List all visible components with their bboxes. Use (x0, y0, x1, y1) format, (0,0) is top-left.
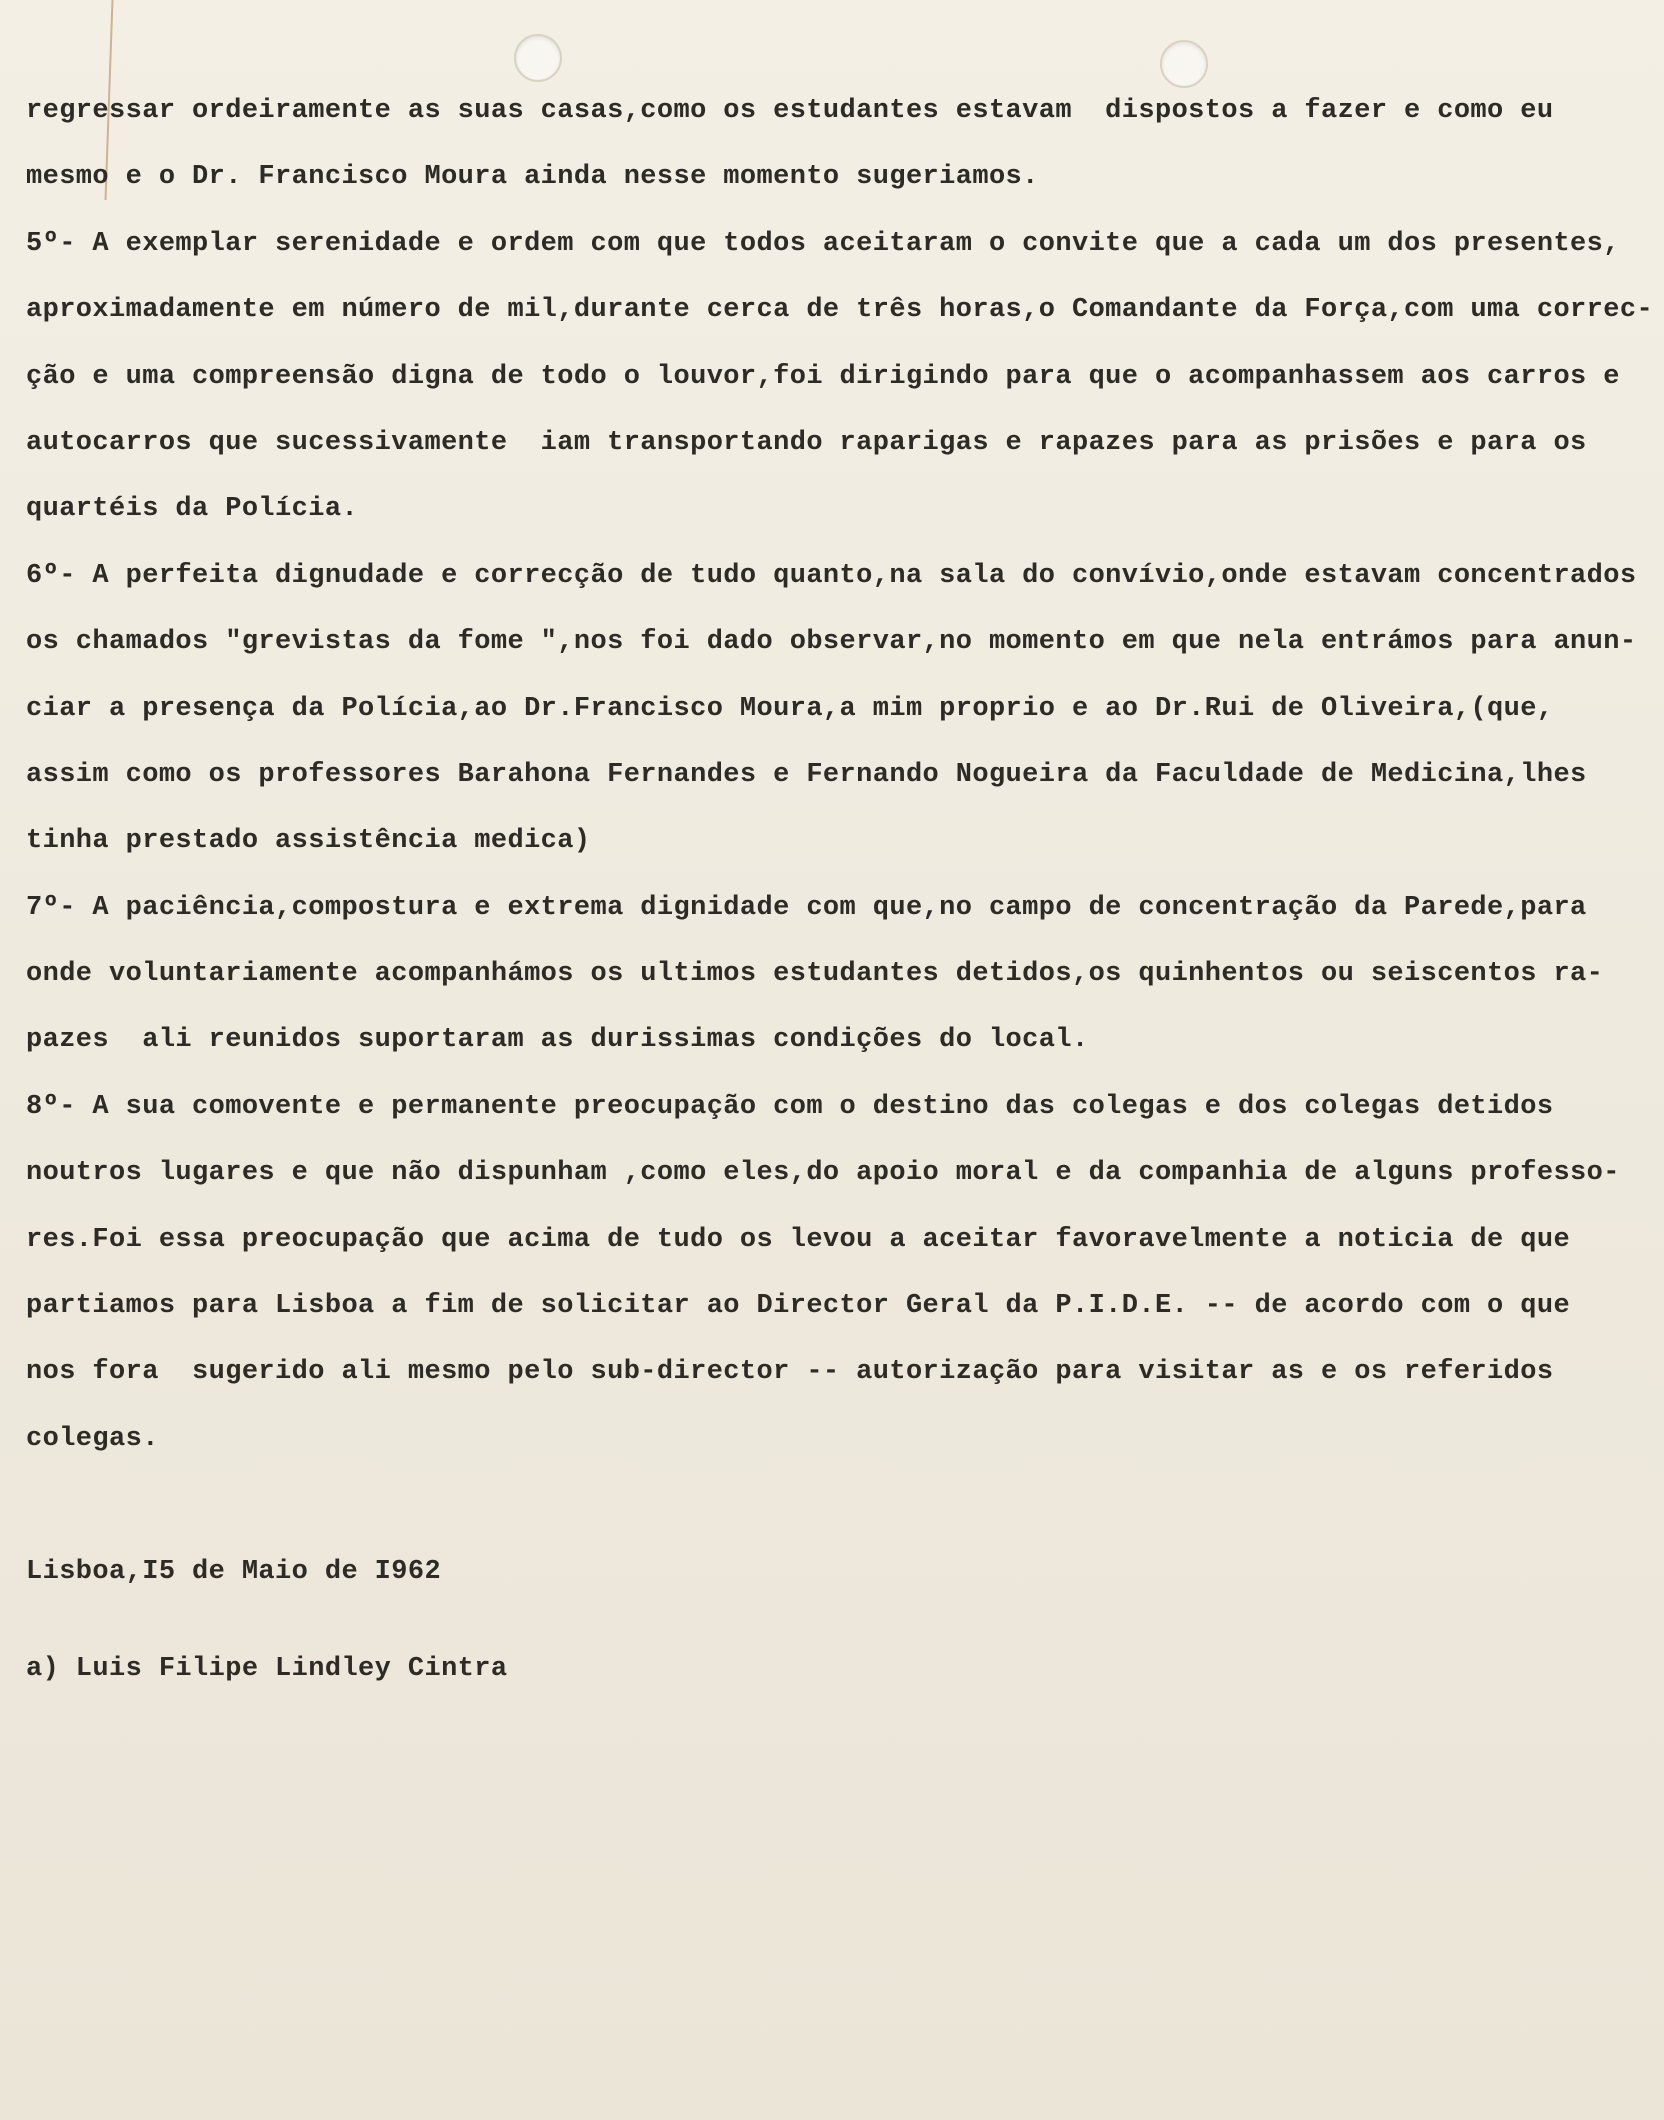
typed-text-block (26, 78, 1654, 1702)
text-line: autocarros que sucessivamente iam transportando raparigas e rapazes para as prisões e para os (26, 427, 1587, 458)
text-line: quartéis da Polícia. (26, 494, 359, 525)
text-line: onde voluntariamente acompanhámos os ultimos estudantes detidos,os quinhentos ou seiscentos ra- (26, 959, 1604, 990)
text-line: noutros lugares e que não dispunham ,como eles,do apoio moral e da companhia de alguns professo- (26, 1158, 1620, 1189)
text-line: ção e uma compreensão digna de todo o louvor,foi dirigindo para que o acompanhassem aos carros e (26, 361, 1620, 392)
text-line: 7º- A paciência,compostura e extrema dignidade com que,no campo de concentração da Parede,para (26, 892, 1587, 923)
punch-hole-left (514, 34, 562, 82)
text-line: colegas. (26, 1423, 159, 1454)
place-date: Lisboa,I5 de Maio de I962 (26, 1556, 442, 1587)
text-line: 5º- A exemplar serenidade e ordem com que todos aceitaram o convite que a cada um dos presentes, (26, 228, 1620, 259)
text-line: partiamos para Lisboa a fim de solicitar ao Director Geral da P.I.D.E. -- de acordo com o que (26, 1291, 1571, 1322)
text-line: ciar a presença da Polícia,ao Dr.Francisco Moura,a mim proprio e ao Dr.Rui de Oliveira,(que, (26, 693, 1554, 724)
text-line: tinha prestado assistência medica) (26, 826, 591, 857)
text-line: nos fora sugerido ali mesmo pelo sub-director -- autorização para visitar as e os referidos (26, 1357, 1554, 1388)
text-line: regressar ordeiramente as suas casas,como os estudantes estavam dispostos a fazer e como eu (26, 96, 1554, 126)
text-line: 8º- A sua comovente e permanente preocupação com o destino das colegas e dos colegas detidos (26, 1091, 1554, 1122)
paragraph-gap (26, 1472, 1626, 1538)
signature-line: a) Luis Filipe Lindley Cintra (26, 1653, 508, 1684)
text-line: res.Foi essa preocupação que acima de tudo os levou a aceitar favoravelmente a noticia de que (26, 1224, 1571, 1255)
text-line: os chamados "grevistas da fome ",nos foi dado observar,no momento em que nela entrámos para anun- (26, 627, 1637, 658)
text-line: assim como os professores Barahona Fernandes e Fernando Nogueira da Faculdade de Medicina,lhes (26, 759, 1587, 790)
text-line: mesmo e o Dr. Francisco Moura ainda nesse momento sugeriamos. (26, 162, 1039, 193)
text-line: 6º- A perfeita dignudade e correcção de tudo quanto,na sala do convívio,onde estavam concentrados (26, 560, 1637, 591)
text-line: pazes ali reunidos suportaram as durissimas condições do local. (26, 1025, 1089, 1056)
text-line: aproximadamente em número de mil,durante cerca de três horas,o Comandante da Força,com uma correc- (26, 295, 1654, 326)
